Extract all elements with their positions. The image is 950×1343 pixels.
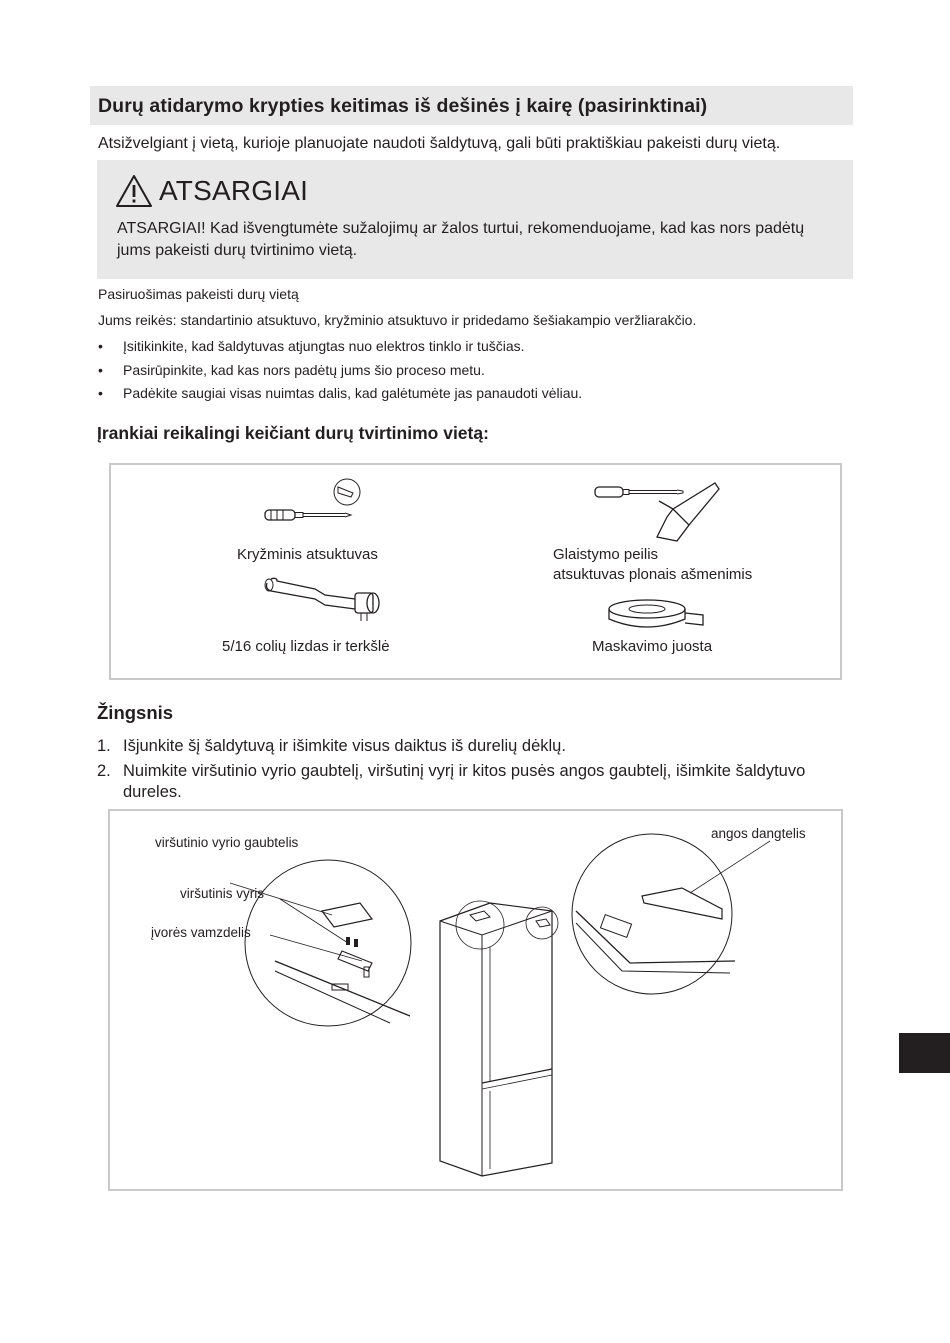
step-text: Išjunkite šį šaldytuvą ir išimkite visus daiktus iš durelių dėklų. bbox=[123, 737, 566, 755]
label-hinge-cover: viršutinio vyrio gaubtelis bbox=[155, 835, 299, 850]
label-top-hinge: viršutinis vyris bbox=[180, 886, 265, 901]
preparation-need: Jums reikės: standartinio atsuktuvo, kryžminio atsuktuvo ir pridedamo šešiakampio veržliarakčio. bbox=[98, 312, 697, 328]
putty-knife-icon bbox=[593, 479, 723, 543]
list-item bbox=[98, 338, 582, 362]
refrigerator-body bbox=[440, 901, 558, 1176]
socket-ratchet-icon bbox=[263, 575, 388, 625]
bullet-text: Padėkite saugiai visas nuimtas dalis, kad galėtumėte jas panaudoti vėliau. bbox=[123, 385, 583, 401]
refrigerator-diagram bbox=[110, 811, 841, 1189]
tool-label-putty-knife: Glaistymo peilis bbox=[553, 546, 659, 563]
tools-title: Įrankiai reikalingi keičiant durų tvirtinimo vietą: bbox=[97, 423, 489, 443]
step-number: 1. bbox=[97, 737, 111, 755]
intro-text: Atsižvelgiant į vietą, kurioje planuojate naudoti šaldytuvą, gali būti praktiškiau pakeisti durų vietą. bbox=[98, 135, 781, 152]
page-side-tab bbox=[899, 1033, 950, 1073]
warning-box bbox=[97, 160, 853, 279]
tool-label-socket: 5/16 colių lizdas ir terkšlė bbox=[222, 638, 390, 655]
bullet-dot: • bbox=[98, 361, 103, 378]
steps-title: Žingsnis bbox=[97, 702, 174, 723]
list-item bbox=[97, 761, 837, 803]
list-item bbox=[98, 362, 582, 386]
label-opening-cover: angos dangtelis bbox=[711, 826, 806, 841]
tool-label-masking-tape: Maskavimo juosta bbox=[592, 638, 713, 655]
warning-heading bbox=[115, 174, 308, 208]
step-number: 2. bbox=[97, 762, 111, 780]
label-bushing: įvorės vamzdelis bbox=[151, 925, 251, 940]
warning-body: ATSARGIAI! Kad išvengtumėte sužalojimų ar žalos turtui, rekomenduojame, kad kas nors padėtų jums pakeisti durų tvirtinimo vietą. bbox=[117, 220, 805, 259]
tool-label-flat-screwdriver: atsuktuvas plonais ašmenimis bbox=[553, 566, 753, 583]
opening-cover-detail-circle bbox=[572, 834, 770, 994]
preparation-title: Pasiruošimas pakeisti durų vietą bbox=[98, 286, 299, 302]
warning-triangle-icon bbox=[115, 174, 153, 208]
page-title: Durų atidarymo krypties keitimas iš dešinės į kairę (pasirinktinai) bbox=[98, 95, 708, 117]
warning-heading-text: ATSARGIAI bbox=[159, 175, 309, 206]
bullet-dot: • bbox=[98, 385, 103, 401]
bullet-dot: • bbox=[98, 338, 103, 354]
steps-list bbox=[97, 736, 837, 807]
hinge-detail-circle bbox=[230, 860, 411, 1026]
bullet-text: Įsitikinkite, kad šaldytuvas atjungtas nuo elektros tinklo ir tuščias. bbox=[123, 338, 525, 354]
tool-label-phillips: Kryžminis atsuktuvas bbox=[237, 546, 378, 563]
preparation-bullets bbox=[98, 338, 582, 409]
door-removal-diagram bbox=[108, 809, 843, 1191]
step-text: Nuimkite viršutinio vyrio gaubtelį, viršutinį vyrį ir kitos pusės angos gaubtelį, išimkite šaldytuvo dureles. bbox=[123, 762, 806, 801]
section-title-bar bbox=[90, 86, 853, 125]
list-item bbox=[97, 736, 837, 757]
phillips-screwdriver-icon bbox=[263, 475, 363, 525]
masking-tape-icon bbox=[607, 595, 707, 631]
list-item bbox=[98, 385, 582, 409]
bullet-text: Pasirūpinkite, kad kas nors padėtų jums šio proceso metu. bbox=[123, 361, 485, 378]
tools-box bbox=[109, 463, 842, 680]
